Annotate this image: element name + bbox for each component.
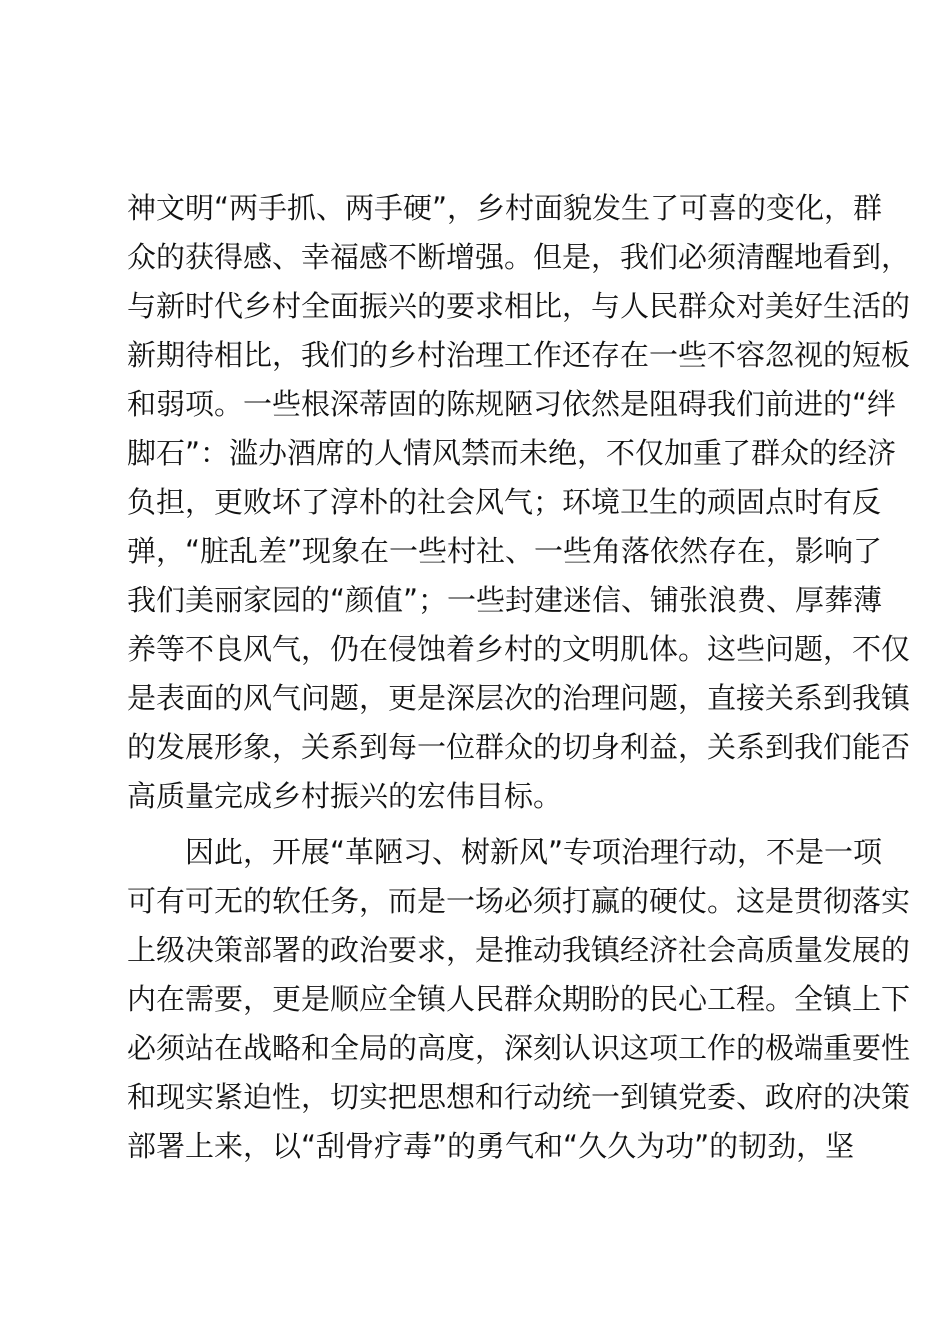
text-line: 与新时代乡村全面振兴的要求相比，与人民群众对美好生活的 bbox=[127, 289, 911, 323]
text-line: 我们美丽家园的“颜值”；一些封建迷信、铺张浪费、厚葬薄 bbox=[127, 583, 883, 617]
text-line: 养等不良风气，仍在侵蚀着乡村的文明肌体。这些问题，不仅 bbox=[127, 632, 911, 666]
text-line: 高质量完成乡村振兴的宏伟目标。 bbox=[127, 779, 563, 813]
text-line: 上级决策部署的政治要求，是推动我镇经济社会高质量发展的 bbox=[127, 933, 911, 967]
text-line: 内在需要，更是顺应全镇人民群众期盼的民心工程。全镇上下 bbox=[127, 982, 911, 1016]
text-line: 和弱项。一些根深蒂固的陈规陋习依然是阻碍我们前进的“绊 bbox=[127, 387, 897, 421]
text-line: 负担，更败坏了淳朴的社会风气；环境卫生的顽固点时有反 bbox=[127, 485, 882, 519]
text-line: 和现实紧迫性，切实把思想和行动统一到镇党委、政府的决策 bbox=[127, 1080, 911, 1114]
text-line: 可有可无的软任务，而是一场必须打赢的硬仗。这是贯彻落实 bbox=[127, 884, 911, 918]
text-line: 是表面的风气问题，更是深层次的治理问题，直接关系到我镇 bbox=[127, 681, 911, 715]
text-line: 神文明“两手抓、两手硬”，乡村面貌发生了可喜的变化，群 bbox=[127, 191, 883, 225]
text-line: 脚石”：滥办酒席的人情风禁而未绝，不仅加重了群众的经济 bbox=[127, 436, 897, 470]
text-line: 众的获得感、幸福感不断增强。但是，我们必须清醒地看到， bbox=[127, 240, 911, 274]
text-line: 的发展形象，关系到每一位群众的切身利益，关系到我们能否 bbox=[127, 730, 911, 764]
text-line: 部署上来，以“刮骨疗毒”的勇气和“久久为功”的韧劲，坚 bbox=[127, 1129, 855, 1163]
text-line: 新期待相比，我们的乡村治理工作还存在一些不容忽视的短板 bbox=[127, 338, 911, 372]
text-line: 必须站在战略和全局的高度，深刻认识这项工作的极端重要性 bbox=[127, 1031, 911, 1065]
paragraph-start-line: 因此，开展“革陋习、树新风”专项治理行动，不是一项 bbox=[185, 835, 883, 869]
text-line: 弹，“脏乱差”现象在一些村社、一些角落依然存在，影响了 bbox=[127, 534, 883, 568]
